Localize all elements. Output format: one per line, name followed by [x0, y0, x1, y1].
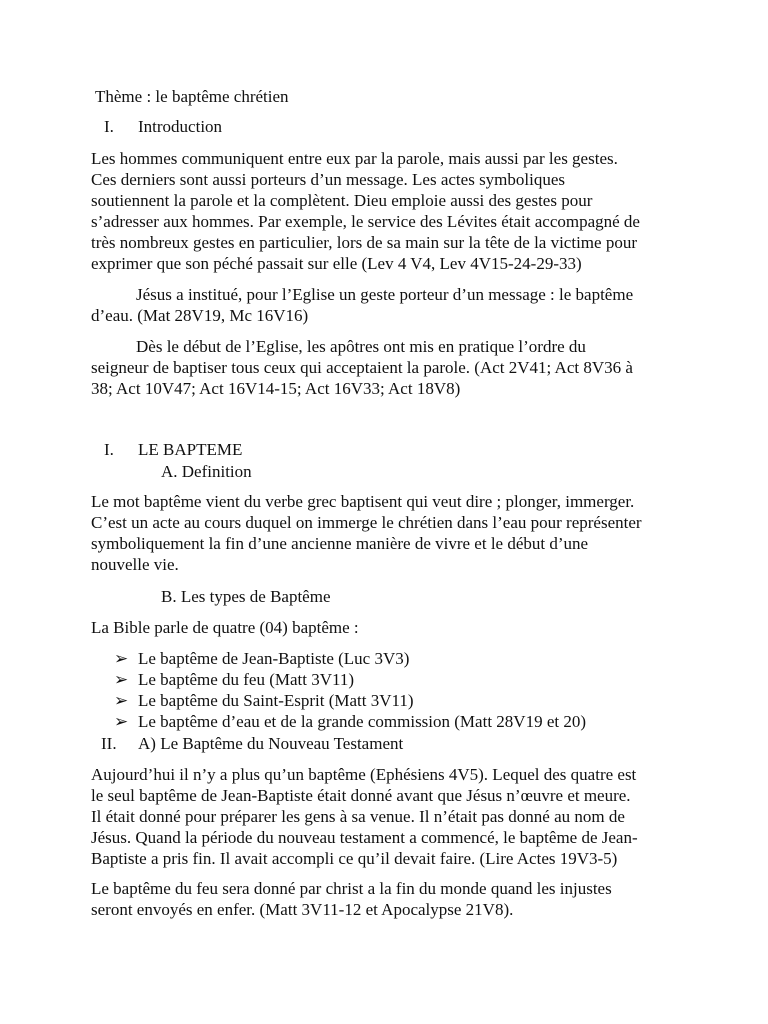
- paragraph-line: seront envoyés en enfer. (Matt 3V11-12 et Apocalypse 21V8).: [91, 900, 514, 919]
- paragraph-line: soutiennent la parole et la complètent. Dieu emploie aussi des gestes pour: [91, 191, 593, 210]
- list-item: [114, 648, 409, 669]
- paragraph-line: très nombreux gestes en particulier, lors de sa main sur la tête de la victime pour: [91, 233, 637, 252]
- section-number: II.: [101, 734, 117, 753]
- intro-paragraph-1: [91, 148, 681, 274]
- arrow-bullet-icon: ➢: [114, 670, 129, 689]
- paragraph-line: d’eau. (Mat 28V19, Mc 16V16): [91, 306, 309, 325]
- arrow-bullet-icon: ➢: [114, 691, 129, 710]
- section-number: I.: [104, 117, 114, 136]
- list-item: [114, 690, 414, 711]
- paragraph-line: symboliquement la fin d’une ancienne manière de vivre et le début d’une: [91, 534, 589, 553]
- paragraph-line: le seul baptême de Jean-Baptiste était donné avant que Jésus n’œuvre et meure.: [91, 786, 631, 805]
- paragraph-line: seigneur de baptiser tous ceux qui acceptaient la parole. (Act 2V41; Act 8V36 à: [91, 358, 633, 377]
- section-heading-bapteme: [104, 439, 242, 460]
- document-theme: Thème : le baptême chrétien: [95, 87, 289, 106]
- paragraph-line: Les hommes communiquent entre eux par la parole, mais aussi par les gestes.: [91, 149, 618, 168]
- list-item: [114, 711, 586, 732]
- paragraph-line: Jésus. Quand la période du nouveau testament a commencé, le baptême de Jean-: [91, 828, 638, 847]
- paragraph-line: Jésus a institué, pour l’Eglise un geste porteur d’un message : le baptême: [136, 285, 634, 304]
- paragraph-line: Baptiste a pris fin. Il avait accompli ce qu’il devait faire. (Lire Actes 19V3-5): [91, 849, 618, 868]
- subheading-definition: A. Definition: [161, 462, 252, 481]
- section-title: A) Le Baptême du Nouveau Testament: [138, 734, 404, 753]
- paragraph-line: Dès le début de l’Eglise, les apôtres ont mis en pratique l’ordre du: [136, 337, 586, 356]
- nouveau-testament-paragraph-2: [91, 878, 681, 920]
- paragraph-line: 38; Act 10V47; Act 16V14-15; Act 16V33; Act 18V8): [91, 379, 461, 398]
- arrow-bullet-icon: ➢: [114, 649, 129, 668]
- section-number: I.: [104, 440, 114, 459]
- definition-paragraph: [91, 491, 681, 575]
- paragraph-line: Le baptême du feu sera donné par christ a la fin du monde quand les injustes: [91, 879, 612, 898]
- section-title: Introduction: [138, 117, 223, 136]
- list-item-text: Le baptême du Saint-Esprit (Matt 3V11): [138, 691, 414, 710]
- paragraph-line: exprimer que son péché passait sur elle (Lev 4 V4, Lev 4V15-24-29-33): [91, 254, 582, 273]
- subheading-types: B. Les types de Baptême: [161, 587, 331, 606]
- intro-paragraph-2: [91, 284, 681, 326]
- intro-paragraph-3: [91, 336, 681, 399]
- section-heading-nouveau-testament: [101, 733, 403, 754]
- types-intro: La Bible parle de quatre (04) baptême :: [91, 618, 359, 637]
- nouveau-testament-paragraph-1: [91, 764, 681, 869]
- list-item-text: Le baptême du feu (Matt 3V11): [138, 670, 355, 689]
- list-item-text: Le baptême de Jean-Baptiste (Luc 3V3): [138, 649, 410, 668]
- arrow-bullet-icon: ➢: [114, 712, 129, 731]
- paragraph-line: Ces derniers sont aussi porteurs d’un message. Les actes symboliques: [91, 170, 566, 189]
- list-item-text: Le baptême d’eau et de la grande commission (Matt 28V19 et 20): [138, 712, 586, 731]
- list-item: [114, 669, 354, 690]
- section-title: LE BAPTEME: [138, 440, 243, 459]
- section-heading-introduction: [104, 116, 222, 137]
- paragraph-line: Il était donné pour préparer les gens à sa venue. Il n’était pas donné au nom de: [91, 807, 625, 826]
- paragraph-line: Le mot baptême vient du verbe grec baptisent qui veut dire ; plonger, immerger.: [91, 492, 635, 511]
- paragraph-line: nouvelle vie.: [91, 555, 179, 574]
- paragraph-line: s’adresser aux hommes. Par exemple, le service des Lévites était accompagné de: [91, 212, 640, 231]
- paragraph-line: Aujourd’hui il n’y a plus qu’un baptême (Ephésiens 4V5). Lequel des quatre est: [91, 765, 637, 784]
- paragraph-line: C’est un acte au cours duquel on immerge le chrétien dans l’eau pour représenter: [91, 513, 642, 532]
